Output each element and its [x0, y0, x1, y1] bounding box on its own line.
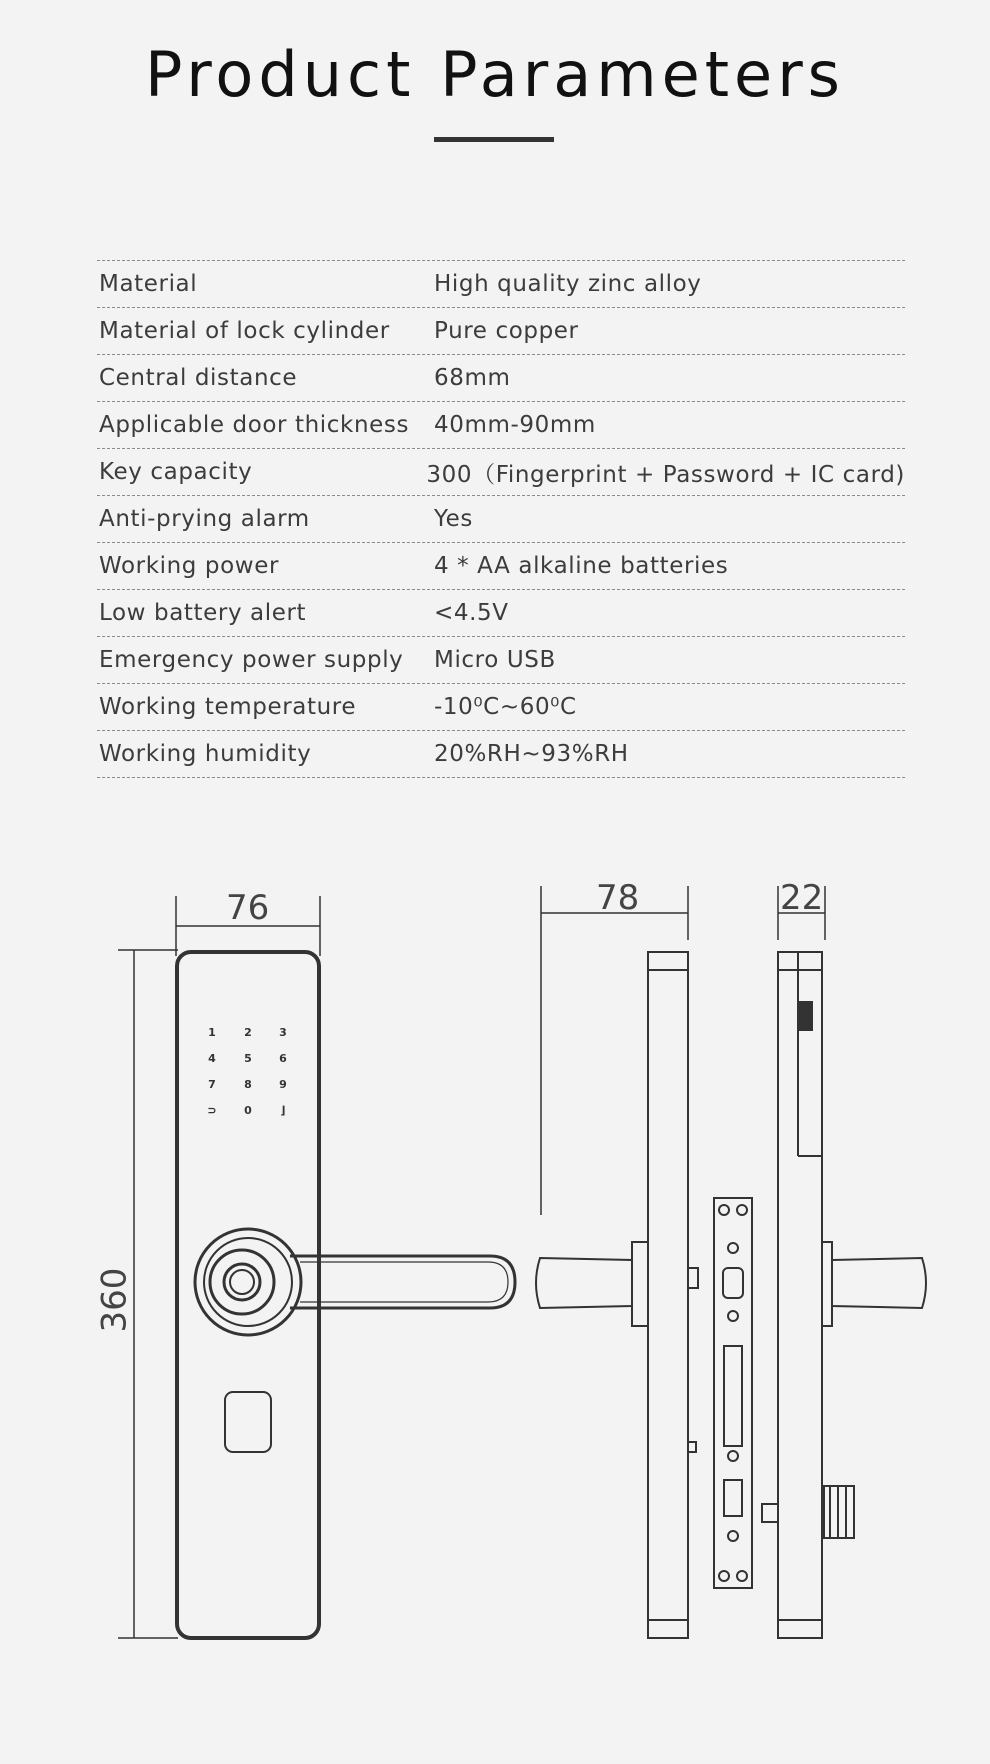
spec-label: Material of lock cylinder [99, 318, 390, 344]
spec-row [97, 308, 905, 355]
spec-row [97, 543, 905, 590]
spec-value: Pure copper [434, 318, 579, 344]
spec-row [97, 402, 905, 449]
spec-label: Working humidity [99, 741, 312, 767]
svg-text:0: 0 [244, 1104, 252, 1117]
spec-row [97, 590, 905, 637]
svg-text:8: 8 [244, 1078, 252, 1091]
svg-text:3: 3 [279, 1026, 287, 1039]
svg-text:6: 6 [279, 1052, 287, 1065]
svg-text:9: 9 [279, 1078, 287, 1091]
spec-value: <4.5V [434, 600, 509, 626]
spec-label: Emergency power supply [99, 647, 404, 673]
spec-label: Working temperature [99, 694, 357, 720]
spec-row [97, 684, 905, 731]
spec-value: Micro USB [434, 647, 556, 673]
svg-text:4: 4 [208, 1052, 216, 1065]
spec-row [97, 261, 905, 308]
svg-text:5: 5 [244, 1052, 252, 1065]
title-underline [434, 137, 554, 142]
back-view [762, 952, 926, 1638]
width-dimension-label: 76 [226, 888, 270, 928]
spec-value: 40mm-90mm [434, 412, 596, 438]
spec-label: Key capacity [99, 459, 253, 485]
lock-drawing-svg [0, 860, 990, 1760]
front-panel [177, 952, 515, 1638]
spec-table [97, 260, 905, 778]
lock-technical-drawing [0, 860, 990, 1760]
svg-text:2: 2 [244, 1026, 252, 1039]
spec-value: 68mm [434, 365, 511, 391]
svg-text:⌋: ⌋ [280, 1104, 286, 1117]
spec-value: Yes [434, 506, 473, 532]
height-dimension-label: 360 [94, 1267, 135, 1333]
spec-label: Central distance [99, 365, 298, 391]
side-view [536, 952, 698, 1638]
thickness-dimension-label: 22 [780, 878, 824, 918]
svg-text:⊃: ⊃ [207, 1104, 217, 1117]
spec-value: High quality zinc alloy [434, 271, 702, 297]
spec-value: 20%RH~93%RH [434, 741, 629, 767]
spec-value: 4 * AA alkaline batteries [434, 553, 729, 579]
mortise-body [714, 1198, 752, 1588]
spec-label: Applicable door thickness [99, 412, 410, 438]
spec-row [97, 637, 905, 684]
spec-label: Anti-prying alarm [99, 506, 310, 532]
spec-row [97, 496, 905, 543]
spec-label: Material [99, 271, 198, 297]
spec-label: Working power [99, 553, 280, 579]
depth-dimension-label: 78 [596, 878, 640, 918]
spec-label: Low battery alert [99, 600, 307, 626]
spec-row [97, 449, 905, 496]
spec-value: -10⁰C~60⁰C [434, 694, 577, 720]
svg-text:7: 7 [208, 1078, 216, 1091]
page-title: Product Parameters [145, 38, 845, 111]
spec-row [97, 731, 905, 778]
spec-row [97, 355, 905, 402]
spec-value: 300（Fingerprint + Password + IC card) [426, 461, 905, 488]
svg-text:1: 1 [208, 1026, 216, 1039]
